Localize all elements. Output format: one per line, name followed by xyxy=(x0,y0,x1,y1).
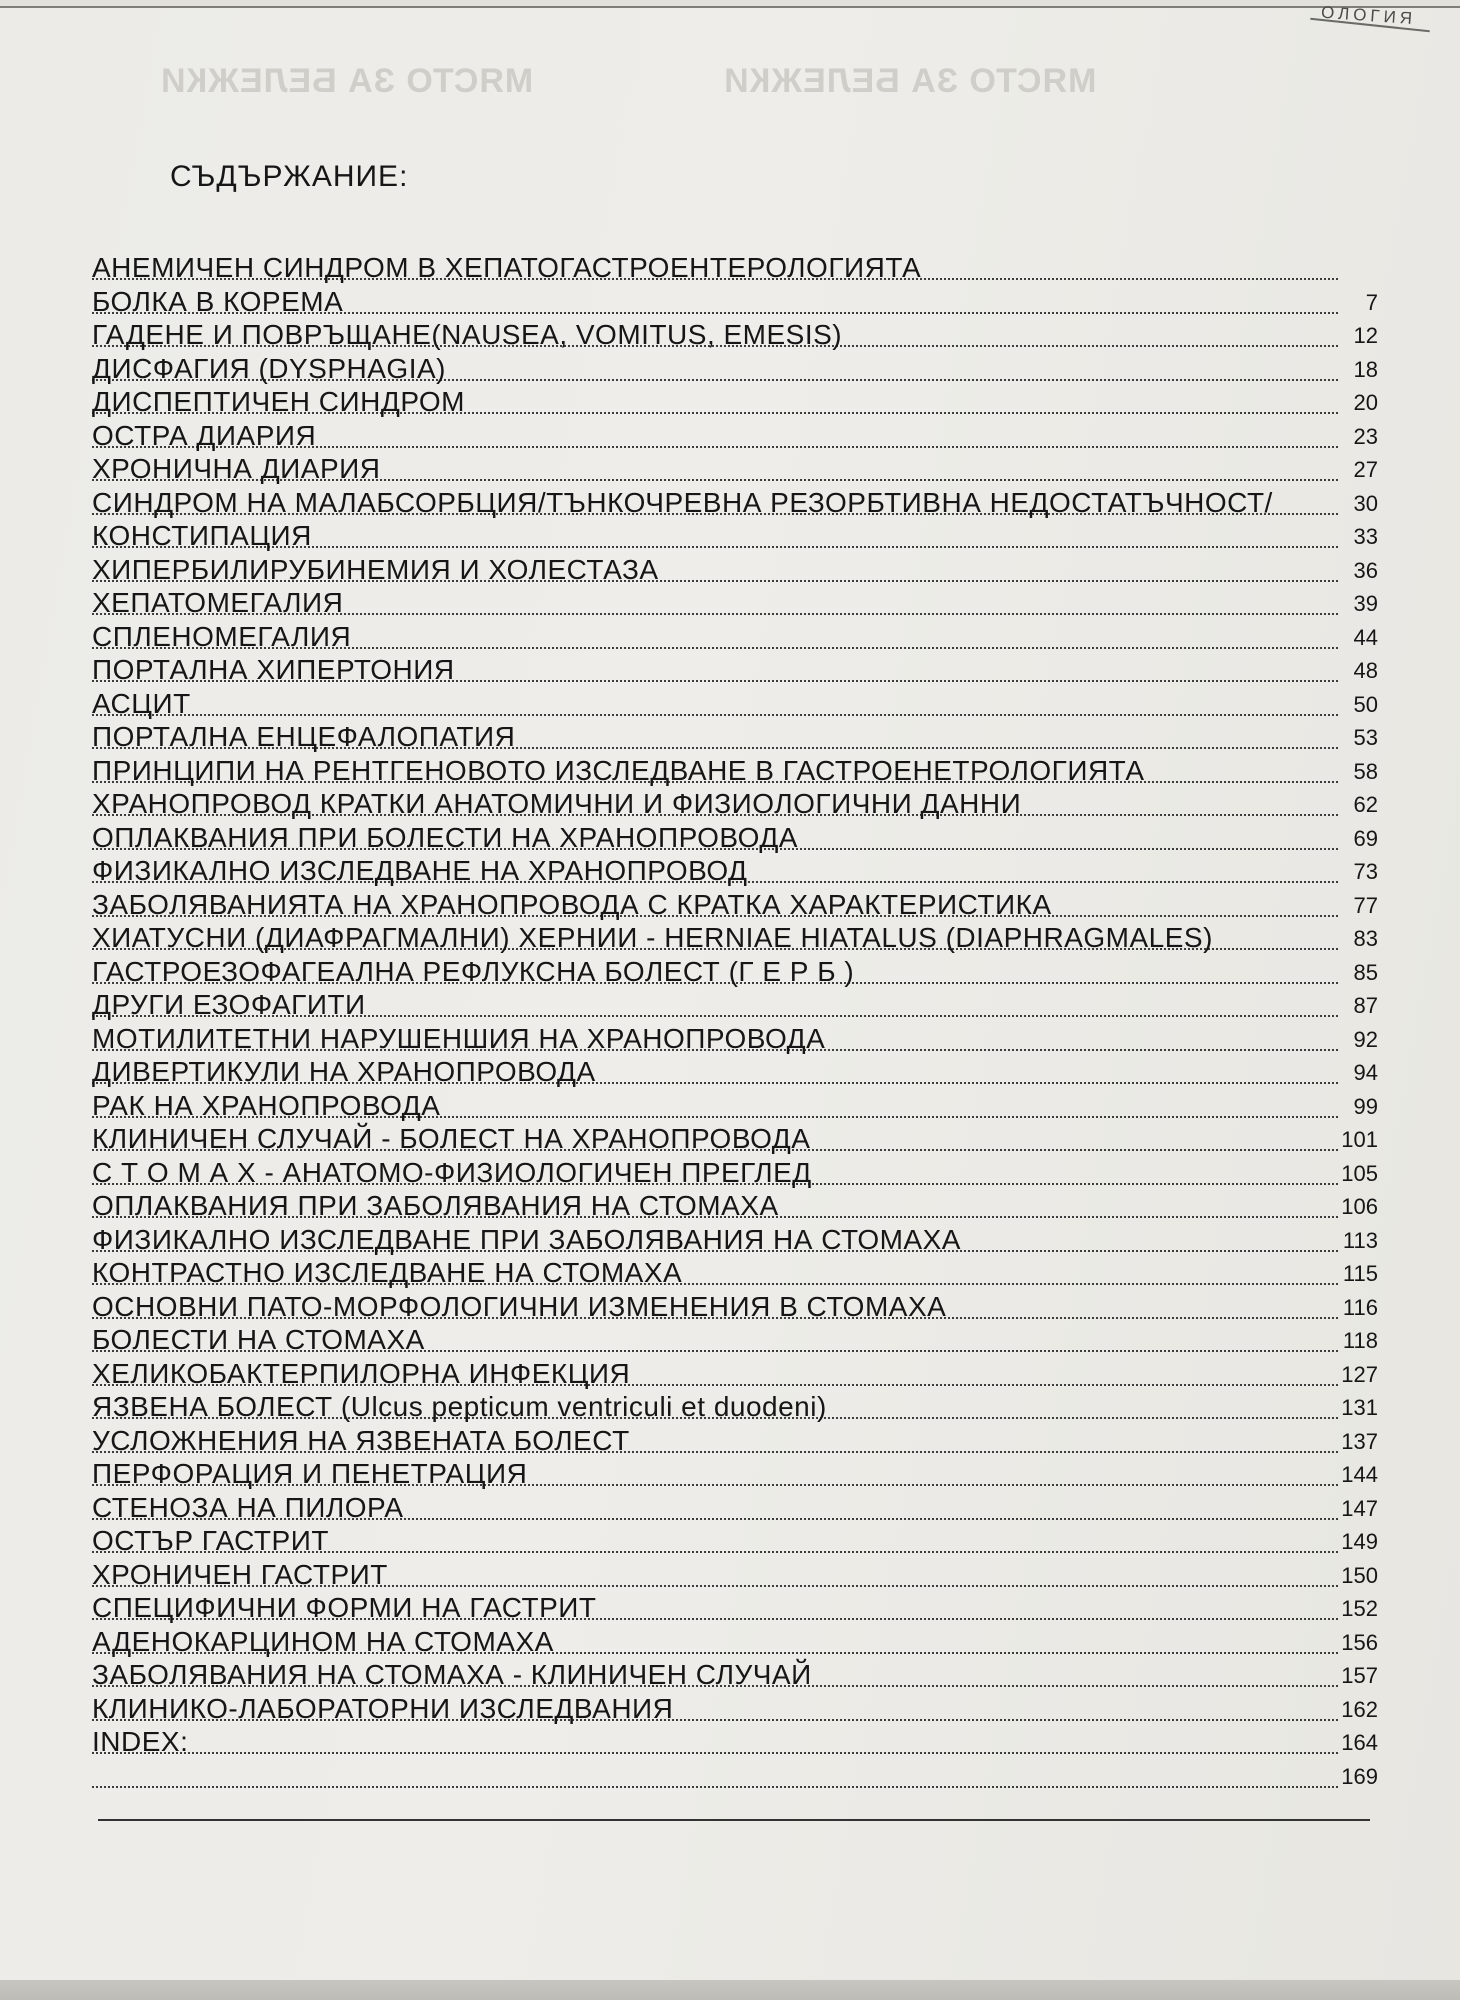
toc-entry xyxy=(92,485,1378,519)
toc-entry-title: ПОРТАЛНА ЕНЦЕФАЛОПАТИЯ xyxy=(92,721,516,752)
toc-entry-page: 83 xyxy=(1353,926,1378,951)
toc-entry xyxy=(92,1021,1378,1055)
toc-entry-page: 101 xyxy=(1341,1127,1378,1152)
toc-entry-page: 152 xyxy=(1341,1596,1378,1621)
toc-entry-title: ОПЛАКВАНИЯ ПРИ ЗАБОЛЯВАНИЯ НА СТОМАХА xyxy=(92,1190,779,1221)
toc-entry-title: СПЕЦИФИЧНИ ФОРМИ НА ГАСТРИТ xyxy=(92,1592,597,1623)
dot-leader xyxy=(92,714,1338,716)
toc-entry-page: 113 xyxy=(1342,1227,1378,1253)
toc-entry xyxy=(92,753,1378,787)
toc-entry-page: 44 xyxy=(1353,624,1378,650)
toc-entry xyxy=(92,1691,1378,1725)
toc-entry-page: 144 xyxy=(1341,1462,1378,1487)
toc-entry-title: КОНТРАСТНО ИЗСЛЕДВАНЕ НА СТОМАХА xyxy=(92,1257,683,1288)
toc-entry xyxy=(92,552,1378,586)
toc-entry-page: 39 xyxy=(1353,591,1378,616)
toc-entry xyxy=(92,1121,1378,1155)
toc-entry xyxy=(92,317,1378,351)
toc-entry-page: 162 xyxy=(1341,1696,1378,1722)
toc-entry xyxy=(92,1389,1378,1423)
toc-entry xyxy=(92,585,1378,619)
toc-entry-page: 85 xyxy=(1353,959,1378,985)
toc-entry xyxy=(92,719,1378,753)
toc-entry-page: 131 xyxy=(1341,1395,1378,1420)
toc-entry-title: ОПЛАКВАНИЯ ПРИ БОЛЕСТИ НА ХРАНОПРОВОДА xyxy=(92,821,798,853)
toc-entry-page: 127 xyxy=(1341,1361,1378,1387)
toc-entry-title: ХРАНОПРОВОД КРАТКИ АНАТОМИЧНИ И ФИЗИОЛОГИЧНИ ДАННИ xyxy=(92,788,1022,819)
toc-entry xyxy=(92,518,1378,552)
toc-entry-title: СИНДРОМ НА МАЛАБСОРБЦИЯ/ТЪНКОЧРЕВНА РЕЗОРБТИВНА НЕДОСТАТЪЧНОСТ/ xyxy=(92,486,1273,518)
toc-entry-page: 156 xyxy=(1341,1629,1378,1655)
toc-entry xyxy=(92,1155,1378,1189)
toc-entry-title: ГАСТРОЕЗОФАГЕАЛНА РЕФЛУКСНА БОЛЕСТ (Г Е Р Б ) xyxy=(92,955,855,987)
toc-entry-page: 36 xyxy=(1353,557,1378,583)
toc-entry xyxy=(92,987,1378,1021)
toc-entry xyxy=(92,1054,1378,1088)
toc-entry-page: 7 xyxy=(1365,289,1378,315)
toc-entry xyxy=(92,1289,1378,1323)
toc-entry xyxy=(92,284,1378,318)
toc-entry-title: БОЛКА В КОРЕМА xyxy=(92,285,344,317)
toc-entry xyxy=(92,1322,1378,1356)
toc-entry xyxy=(92,250,1378,284)
toc-entry-title: ДИСПЕПТИЧЕН СИНДРОМ xyxy=(92,386,465,417)
toc-entry xyxy=(92,1222,1378,1256)
toc-entry-title: ХРОНИЧНА ДИАРИЯ xyxy=(92,453,381,484)
toc-entry xyxy=(92,1657,1378,1691)
toc-entry-title: ПОРТАЛНА ХИПЕРТОНИЯ xyxy=(92,654,455,685)
toc-entry-page: 48 xyxy=(1353,658,1378,683)
toc-entry xyxy=(92,1758,1378,1792)
toc-entry-title: ФИЗИКАЛНО ИЗСЛЕДВАНЕ НА ХРАНОПРОВОД xyxy=(92,855,748,886)
page-bottom-edge xyxy=(0,1980,1460,2000)
toc-entry xyxy=(92,920,1378,954)
toc-entry-page: 106 xyxy=(1341,1194,1378,1219)
toc-entry xyxy=(92,686,1378,720)
toc-entry xyxy=(92,1523,1378,1557)
toc-entry xyxy=(92,1188,1378,1222)
toc-entry-title: С Т О М А Х - АНАТОМО-ФИЗИОЛОГИЧЕН ПРЕГЛЕД xyxy=(92,1156,812,1188)
toc-entry xyxy=(92,1490,1378,1524)
toc-entry-page: 164 xyxy=(1341,1730,1378,1755)
bleed-through-left: МЯСТО ЗА БЕЛЕЖКИ xyxy=(723,62,1097,100)
toc-entry-title: АНЕМИЧЕН СИНДРОМ В ХЕПАТОГАСТРОЕНТЕРОЛОГИЯТА xyxy=(92,252,922,283)
toc-entry xyxy=(92,1356,1378,1390)
toc-entry-page: 12 xyxy=(1353,323,1378,348)
toc-entry-title: СПЛЕНОМЕГАЛИЯ xyxy=(92,620,352,652)
toc-entry-page: 157 xyxy=(1341,1663,1378,1688)
toc-entry-title: ПЕРФОРАЦИЯ И ПЕНЕТРАЦИЯ xyxy=(92,1458,528,1489)
toc-entry-title: ДИВЕРТИКУЛИ НА ХРАНОПРОВОДА xyxy=(92,1056,596,1087)
toc-entry-page: 69 xyxy=(1353,825,1378,851)
toc-entry-page: 147 xyxy=(1341,1495,1378,1521)
toc-entry-page: 94 xyxy=(1353,1060,1378,1085)
toc-entry-title: INDEX: xyxy=(92,1726,189,1757)
toc-entry-page: 115 xyxy=(1342,1261,1378,1286)
toc-entry-page: 58 xyxy=(1353,758,1378,784)
toc-entry xyxy=(92,451,1378,485)
dot-leader xyxy=(92,1752,1338,1754)
toc-entry xyxy=(92,1456,1378,1490)
toc-entry-page: 50 xyxy=(1353,691,1378,717)
toc-entry xyxy=(92,1724,1378,1758)
toc-entry-page: 30 xyxy=(1353,490,1378,516)
toc-entry xyxy=(92,954,1378,988)
toc-entry-title: ОСТЪР ГАСТРИТ xyxy=(92,1525,329,1556)
toc-entry xyxy=(92,887,1378,921)
toc-entry-page: 99 xyxy=(1353,1093,1378,1119)
running-head: ОЛОГИЯ xyxy=(1320,2,1417,29)
toc-entry-page: 53 xyxy=(1353,725,1378,750)
toc-entry-title: АДЕНОКАРЦИНОМ НА СТОМАХА xyxy=(92,1625,554,1657)
toc-entry xyxy=(92,351,1378,385)
toc-entry-title: ХРОНИЧЕН ГАСТРИТ xyxy=(92,1558,388,1590)
toc-entry-page: 18 xyxy=(1353,356,1378,382)
toc-entry-page: 137 xyxy=(1341,1428,1378,1454)
toc-entry-page: 73 xyxy=(1353,859,1378,884)
toc-entry xyxy=(92,1557,1378,1591)
toc-entry-page: 33 xyxy=(1353,524,1378,549)
toc-entry-title: АСЦИТ xyxy=(92,687,191,719)
bleed-through-right: МЯСТО ЗА БЕЛЕЖКИ xyxy=(160,62,534,100)
toc-entry xyxy=(92,1088,1378,1122)
toc-entry-title: ХЕПАТОМЕГАЛИЯ xyxy=(92,587,344,618)
toc-entry-title: МОТИЛИТЕТНИ НАРУШЕНШИЯ НА ХРАНОПРОВОДА xyxy=(92,1022,826,1054)
toc-entry-page: 116 xyxy=(1342,1294,1378,1320)
top-page-edge xyxy=(0,0,1460,8)
toc-entry-title: ЯЗВЕНА БОЛЕСТ (Ulcus pepticum ventriculi et duodeni) xyxy=(92,1391,827,1422)
toc-entry-title: ДИСФАГИЯ (DYSPHAGIA) xyxy=(92,352,446,384)
toc-entry-title: КЛИНИКО-ЛАБОРАТОРНИ ИЗСЛЕДВАНИЯ xyxy=(92,1692,674,1724)
toc-entry-page: 87 xyxy=(1353,993,1378,1018)
toc-entry xyxy=(92,853,1378,887)
toc-entry-title: ФИЗИКАЛНО ИЗСЛЕДВАНЕ ПРИ ЗАБОЛЯВАНИЯ НА СТОМАХА xyxy=(92,1223,961,1255)
toc-entry-title: КЛИНИЧЕН СЛУЧАЙ - БОЛЕСТ НА ХРАНОПРОВОДА xyxy=(92,1123,811,1154)
toc-entry-title: УСЛОЖНЕНИЯ НА ЯЗВЕНАТА БОЛЕСТ xyxy=(92,1424,630,1456)
toc-entry xyxy=(92,1423,1378,1457)
toc-entry-title: БОЛЕСТИ НА СТОМАХА xyxy=(92,1324,425,1355)
toc-entry-page: 77 xyxy=(1353,892,1378,918)
toc-entry-page: 27 xyxy=(1353,457,1378,482)
toc-entry xyxy=(92,1624,1378,1658)
toc-entry-title: ОСТРА ДИАРИЯ xyxy=(92,419,317,451)
bleed-through-text xyxy=(160,62,1286,101)
toc-entry-page: 20 xyxy=(1353,390,1378,415)
toc-entry-title: ХИПЕРБИЛИРУБИНЕМИЯ И ХОЛЕСТАЗА xyxy=(92,553,659,585)
toc-entry-title: ДРУГИ ЕЗОФАГИТИ xyxy=(92,989,366,1020)
toc-entry-title: ХИАТУСНИ (ДИАФРАГМАЛНИ) ХЕРНИИ - HERNIAE HIATALUS (DIAPHRAGMALES) xyxy=(92,922,1213,953)
toc-entry-page: 62 xyxy=(1353,792,1378,817)
toc-entry xyxy=(92,384,1378,418)
toc-entry-page: 149 xyxy=(1341,1529,1378,1554)
toc-entry xyxy=(92,652,1378,686)
toc-entry-title: ГАДЕНЕ И ПОВРЪЩАНЕ(NAUSEA, VOMITUS, EMESIS) xyxy=(92,319,843,350)
toc-entry-title: ОСНОВНИ ПАТО-МОРФОЛОГИЧНИ ИЗМЕНЕНИЯ В СТОМАХА xyxy=(92,1290,947,1322)
toc-entry-page: 92 xyxy=(1353,1026,1378,1052)
toc-entry-title: ХЕЛИКОБАКТЕРПИЛОРНА ИНФЕКЦИЯ xyxy=(92,1357,631,1389)
bottom-rule xyxy=(98,1819,1370,1821)
toc-entry-page: 105 xyxy=(1341,1160,1378,1186)
toc-entry-page: 118 xyxy=(1342,1328,1378,1353)
toc-entry xyxy=(92,786,1378,820)
toc-entry-title: СТЕНОЗА НА ПИЛОРА xyxy=(92,1491,404,1523)
toc-entry-page: 150 xyxy=(1341,1562,1378,1588)
toc-entry-page: 169 xyxy=(1341,1763,1378,1789)
table-of-contents xyxy=(92,250,1378,1791)
toc-entry xyxy=(92,418,1378,452)
toc-entry xyxy=(92,619,1378,653)
dot-leader xyxy=(92,1786,1338,1788)
toc-entry-title: ЗАБОЛЯВАНИЯ НА СТОМАХА - КЛИНИЧЕН СЛУЧАЙ xyxy=(92,1659,812,1690)
toc-entry-title: РАК НА ХРАНОПРОВОДА xyxy=(92,1089,441,1121)
toc-entry xyxy=(92,1590,1378,1624)
toc-entry xyxy=(92,1255,1378,1289)
toc-entry-page: 23 xyxy=(1353,423,1378,449)
toc-entry xyxy=(92,820,1378,854)
toc-entry-title: ЗАБОЛЯВАНИЯТА НА ХРАНОПРОВОДА С КРАТКА ХАРАКТЕРИСТИКА xyxy=(92,888,1052,920)
toc-title: СЪДЪРЖАНИЕ: xyxy=(170,160,409,193)
toc-entry-title: КОНСТИПАЦИЯ xyxy=(92,520,312,551)
toc-entry-title: ПРИНЦИПИ НА РЕНТГЕНОВОТО ИЗСЛЕДВАНЕ В ГАСТРОЕНЕТРОЛОГИЯТА xyxy=(92,754,1145,786)
